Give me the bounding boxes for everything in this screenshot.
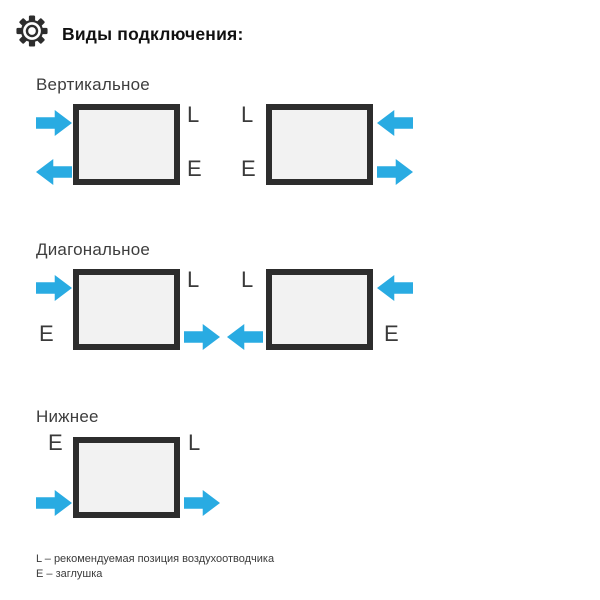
section-title-bottom: Нижнее bbox=[36, 407, 99, 426]
flow-out-arrow-icon bbox=[377, 159, 413, 185]
flow-out-arrow-icon bbox=[36, 159, 72, 185]
flow-out-arrow-icon bbox=[184, 490, 220, 516]
section-title-vertical: Вертикальное bbox=[36, 75, 150, 94]
gear-icon bbox=[16, 15, 48, 47]
page-title: Виды подключения: bbox=[62, 24, 244, 44]
air-vent-label: L bbox=[241, 102, 254, 127]
flow-out-arrow-icon bbox=[227, 324, 263, 350]
section-title-diagonal: Диагональное bbox=[36, 240, 151, 259]
flow-in-arrow-icon bbox=[36, 110, 72, 136]
air-vent-label: L bbox=[188, 430, 201, 455]
air-vent-label: L bbox=[187, 267, 200, 292]
radiator-box bbox=[73, 437, 180, 518]
plug-label: E bbox=[241, 156, 256, 181]
radiator-box bbox=[266, 269, 373, 350]
plug-label: E bbox=[187, 156, 202, 181]
plug-label: E bbox=[48, 430, 63, 455]
air-vent-label: L bbox=[187, 102, 200, 127]
legend bbox=[36, 552, 274, 582]
plug-label: E bbox=[39, 321, 54, 346]
radiator-box bbox=[73, 104, 180, 185]
radiator-box bbox=[266, 104, 373, 185]
plug-label: E bbox=[384, 321, 399, 346]
legend-line-air-vent: L – рекомендуемая позиция воздухоотводчика bbox=[36, 553, 275, 565]
air-vent-label: L bbox=[241, 267, 254, 292]
flow-out-arrow-icon bbox=[184, 324, 220, 350]
flow-in-arrow-icon bbox=[36, 275, 72, 301]
flow-in-arrow-icon bbox=[36, 490, 72, 516]
radiator-box bbox=[73, 269, 180, 350]
flow-in-arrow-icon bbox=[377, 110, 413, 136]
legend-line-plug: E – заглушка bbox=[36, 568, 103, 580]
flow-in-arrow-icon bbox=[377, 275, 413, 301]
